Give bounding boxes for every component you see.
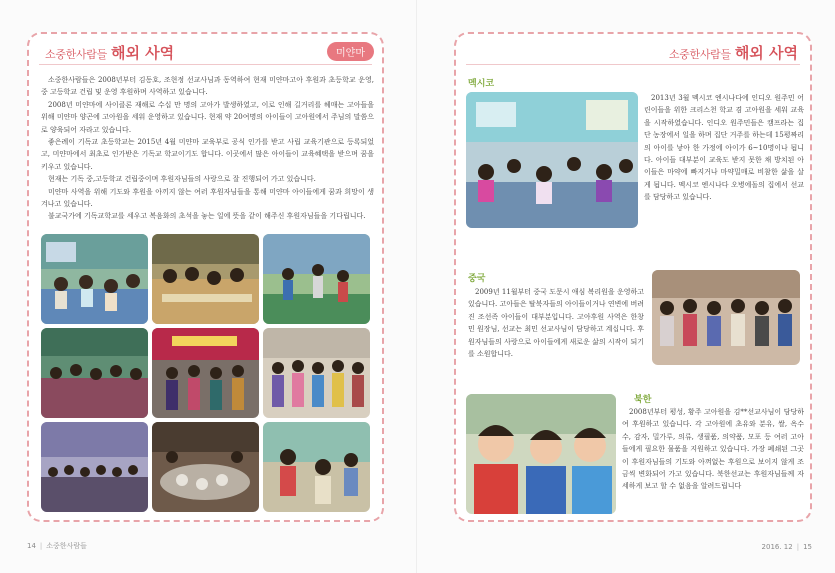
myanmar-photo-grid — [41, 234, 374, 512]
paragraph: 현재는 기독 중,고등학교 건립중이며 후원자님들의 사랑으로 잘 진행되어 가고 있습니다. — [48, 175, 316, 184]
page-number: 14 — [27, 542, 36, 550]
country-label-china: 중국 — [468, 274, 486, 284]
paragraph: 2008년 미얀마에 사이클론 재해로 수십 만 명의 고아가 발생하였고, 이로 인해 길거리를 헤매는 고아들을 위해 미얀마 양곤에 고아원을 세워 운영하고 있습니다. 현재 약 20여명의 아이들이 고아원에서 주님의 말씀으로 양육되어 자라고 있습니다. — [41, 100, 374, 134]
left-footer: 14 | 소중한사람들 — [27, 542, 87, 550]
section-heading — [669, 42, 798, 63]
right-footer: 2016. 12 | 15 — [761, 543, 812, 551]
photo-mexico-classroom — [466, 92, 638, 228]
heading-divider — [39, 64, 372, 65]
section-title: 해외 사역 — [110, 44, 175, 62]
section-subtitle: 소중한사람들 — [45, 48, 107, 61]
heading-divider — [466, 64, 800, 65]
photo-children-row — [263, 328, 370, 418]
section-title: 해외 사역 — [734, 44, 798, 62]
issue-date: 2016. 12 — [761, 543, 793, 551]
mexico-text: 2013년 3월 멕시코 엔시나다에 인디오 원주민 어린이들을 위한 크리스천 학교 겸 고아원을 세워 교육을 시작하였습니다. 인디오 원주민들은 캠프라는 집단 농장에서 일을 하며 집단 거주를 하는데 15평짜리의 아이를 낳아 한 가정에 아이가 6~10명이나 됩니다. 아이들 대부분이 교육도 받지 못한 채 방치된 아이들은 마약에 빠지거나 마약밀매로 비참한 삶을 살게 됩니다. 멕시코 엔시나다 오병에돌의 집에서 선교를 담당하고 있습니다. — [644, 94, 804, 202]
north-korea-text: 2008년부터 평성, 황주 고아원을 김**선교사님이 담당하여 후원하고 있습니다. 각 고아원에 초유와 분유, 쌀, 옥수수, 감자, 밀가루, 의류, 생필품, 의약품, 모포 등 여러 고아들에게 필요한 물품을 지원하고 있습니다. 가장 폐쇄된 그곳이 후원자님들의 기도와 아껴없는 후원으로 보이지 않게 조금씩 변화되어 가고 있습니다. 북한선교는 후원자님들께 자세하게 보고 할 수 없음을 알려드립니다 — [622, 408, 804, 491]
left-content-frame — [27, 32, 384, 522]
photo-china-children — [652, 270, 800, 365]
north-korea-article — [622, 406, 804, 493]
paragraph: 미얀마 사역을 위해 기도와 후원을 아끼지 않는 여러 후원자님들을 통해 미얀마 아이들에게 꿈과 희망이 생겨나고 있습니다. — [41, 187, 374, 209]
photo-north-korea-children — [466, 394, 616, 514]
paragraph: 좋은례이 기독교 초등학교는 2015년 4월 미얀마 교육부로 공식 인가를 받고 사립 교육기관으로 등록되었고, 미얀마에서 최초로 인가받은 기독교 학교이기도 합니다. 이곳에서 많은 아이들이 교육혜택을 받으며 꿈을 키우고 있습니다. — [41, 138, 374, 171]
photo-children-eating — [152, 234, 259, 324]
right-content-frame — [454, 32, 812, 522]
country-label-mexico: 멕시코 — [468, 79, 495, 89]
photo-meal-table — [152, 422, 259, 512]
photo-children-dancing — [263, 234, 370, 324]
photo-church-gathering — [41, 328, 148, 418]
page-number: 15 — [803, 543, 812, 551]
left-page — [0, 0, 417, 573]
photo-hall-assembly — [41, 422, 148, 512]
publication-name: 소중한사람들 — [46, 542, 87, 550]
photo-christmas-event — [152, 328, 259, 418]
china-article — [468, 286, 644, 360]
photo-children-outside — [263, 422, 370, 512]
section-subtitle: 소중한사람들 — [668, 48, 731, 61]
photo-classroom-children — [41, 234, 148, 324]
myanmar-article — [41, 74, 374, 223]
paragraph: 소중한사람들은 2008년부터 김동호, 조현정 선교사님과 동역하여 현재 미얀마고아 후원과 초등학교 운영, 중 고등학교 건립 및 운영 후원하며 사역하고 있습니다. — [41, 76, 374, 97]
mexico-article — [644, 92, 804, 204]
country-label-north-korea: 북한 — [634, 395, 652, 405]
section-heading — [45, 42, 174, 63]
right-page — [418, 0, 835, 573]
country-tag-myanmar: 미얀마 — [327, 42, 374, 61]
china-text: 2009년 11월부터 중국 도문시 애심 복리원을 운영하고 있습니다. 고아들은 탈북자들의 아이들이거나 연변에 버려진 조선족 아이들이 대부분입니다. 고아후원 사역은 한창민 원장님, 선교는 최민 선교사님이 담당하고 계십니다. 후원자님들의 사랑으로 아이들에게 새로운 삶의 시작이 되기를 소원합니다. — [468, 288, 644, 359]
paragraph: 불교국가에 기독교학교를 세우고 복음화의 초석을 놓는 일에 뜻을 같이 해주신 후원자님들을 기다립니다. — [48, 212, 366, 221]
